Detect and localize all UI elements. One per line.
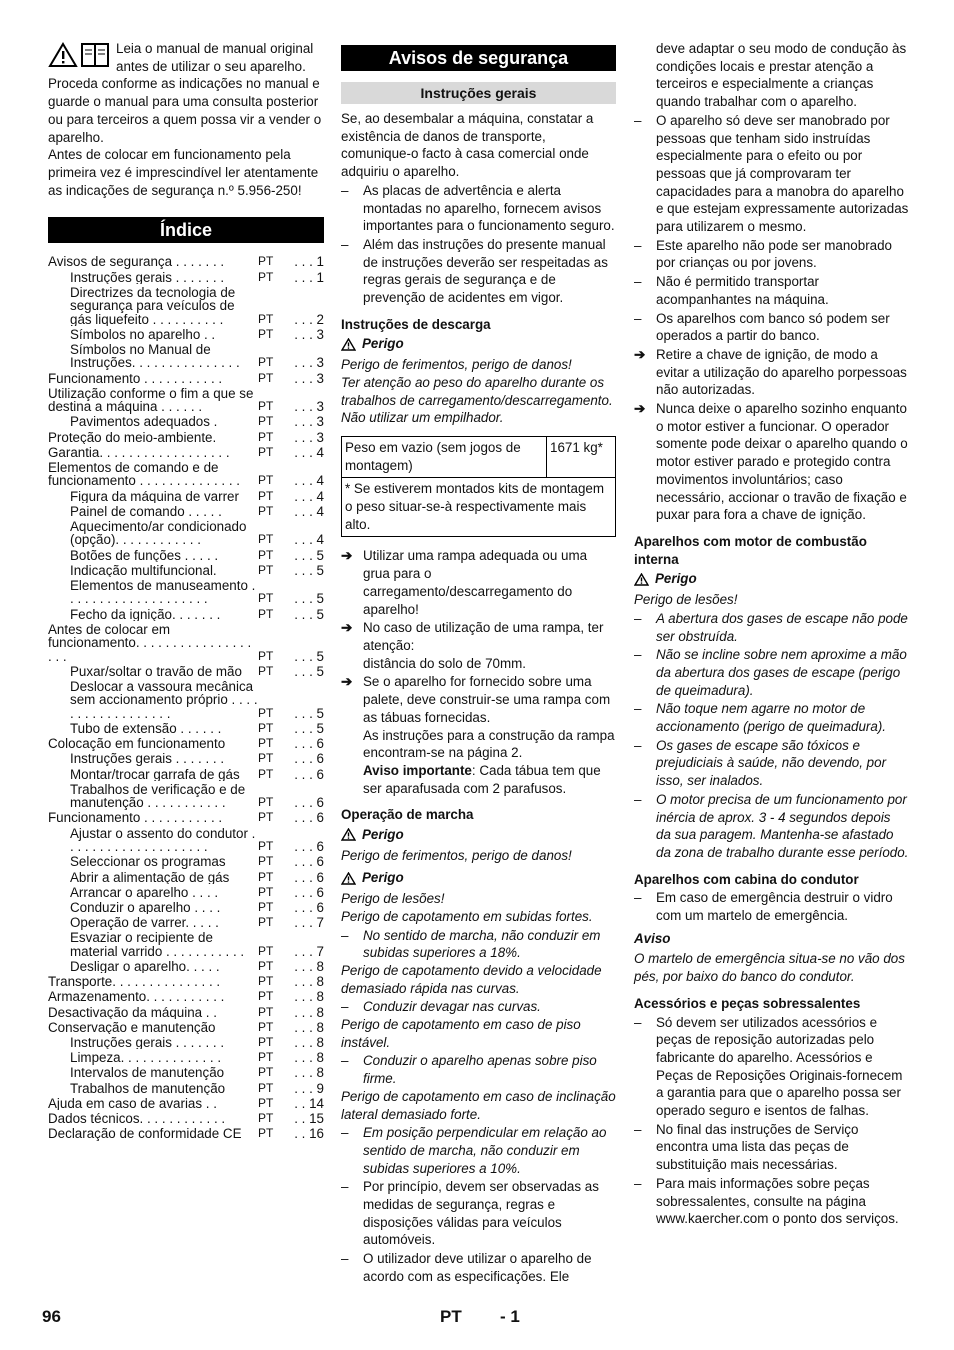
danger-text: Perigo de ferimentos, perigo de danos! (341, 847, 572, 863)
toc-entry[interactable] (48, 975, 324, 988)
toc-entry-title: Ajuda em caso de avarias . . (48, 1096, 217, 1111)
toc-entry-title: Colocação em funcionamento (48, 737, 226, 751)
toc-entry-lang: PT (258, 370, 274, 385)
toc-entry-lang: PT (258, 473, 274, 488)
list-item: – No final das instruções de Serviço encontra uma lista das peças de substituição mais necessárias. (634, 1121, 909, 1174)
toc-entry-lang: PT (258, 591, 274, 606)
weight-table (341, 436, 616, 538)
toc-entry-lang: PT (258, 736, 274, 751)
toc-entry-lang: PT (258, 1065, 274, 1080)
toc-entry-title: Avisos de segurança . . . . . . . (48, 255, 225, 269)
toc-entry-page: . . . 4 (294, 503, 324, 519)
toc-entry[interactable] (48, 271, 324, 284)
toc-entry-title: Garantia. . . . . . . . . . . . . . . . . . (48, 445, 230, 460)
toc-entry[interactable] (48, 1127, 324, 1140)
toc-entry-page: . . . 5 (294, 606, 324, 622)
warning-icon (634, 573, 649, 586)
toc-entry-title: Esvaziar o recipiente de material varrido . . . . . . . . . . . (70, 931, 245, 959)
toc-entry[interactable] (48, 901, 324, 914)
list-item: – Não é permitido transportar acompanhantes na máquina. (634, 273, 909, 308)
language-code: PT (440, 1307, 462, 1326)
toc-entry-title: Ajustar o assento do condutor . . . . . . . . . . . . . . . . . . . . (70, 826, 256, 854)
toc-entry-lang: PT (258, 254, 274, 269)
toc-entry-lang: PT (258, 311, 274, 326)
toc-entry-title: Figura da máquina de varrer (70, 489, 239, 503)
toc-entry[interactable] (48, 549, 324, 562)
toc-entry[interactable] (48, 1066, 324, 1079)
toc-entry[interactable] (48, 990, 324, 1003)
toc-entry-page: . . . 8 (294, 1065, 324, 1081)
toc-entry-lang: PT (258, 1050, 274, 1065)
toc-entry[interactable] (48, 960, 324, 973)
toc-entry-title: Armazenamento. . . . . . . . . . . (48, 990, 225, 1004)
toc-entry-page: . . . 4 (294, 444, 324, 460)
toc-entry-title: Tubo de extensão . . . . . . (70, 722, 222, 736)
toc-entry-lang: PT (258, 899, 274, 914)
toc-entry[interactable] (48, 328, 324, 341)
list-item: – A abertura dos gases de escape não pode ser obstruída. (634, 610, 909, 645)
danger-text: Perigo de capotamento em caso de piso instável. (341, 1017, 581, 1050)
toc-entry[interactable] (48, 1097, 324, 1110)
toc-entry-page: . . . 6 (294, 884, 324, 900)
toc-entry-page: . . . 6 (294, 751, 324, 767)
toc-entry-lang: PT (258, 355, 274, 370)
toc-entry-title: Elementos de comando e de funcionamento . . . . . . . . . . . . . . (48, 460, 241, 488)
toc-entry[interactable] (48, 931, 324, 958)
toc-entry-lang: PT (258, 989, 274, 1004)
toc-entry[interactable] (48, 579, 324, 606)
toc-entry-lang: PT (258, 839, 274, 854)
page-sub-number: - 1 (500, 1307, 520, 1326)
arrow-right-icon: ➔ (341, 620, 353, 636)
toc-entry-lang: PT (258, 663, 274, 678)
notice-label: Aviso (634, 930, 671, 946)
toc-entry-title: Operação de varrer. . . . . (70, 916, 219, 930)
toc-entry-title: Funcionamento . . . . . . . . . . . (48, 811, 223, 825)
toc-entry-lang: PT (258, 547, 274, 562)
instruction-step: ➔ Utilizar uma rampa adequada ou uma grua para o carregamento/descarregamento do aparelho! (341, 548, 588, 617)
toc-entry[interactable] (48, 768, 324, 781)
toc-entry-title: Limpeza. . . . . . . . . . . . . . (70, 1051, 222, 1065)
toc-entry-lang: PT (258, 810, 274, 825)
toc-entry-page: . . . 3 (294, 399, 324, 415)
list-item: – Em caso de emergência destruir o vidro com um martelo de emergência. (634, 889, 909, 924)
toc-entry-title: Puxar/soltar o travão de mão (70, 664, 242, 679)
toc-entry[interactable] (48, 505, 324, 518)
weight-value: 1671 kg* (547, 436, 616, 477)
arrow-right-icon: ➔ (341, 674, 353, 690)
danger-text: Perigo de lesões! (341, 891, 445, 907)
toc-entry-lang: PT (258, 399, 274, 414)
toc-entry-lang: PT (258, 795, 274, 810)
toc-entry-lang: PT (258, 958, 274, 973)
toc-entry-title: Declaração de conformidade CE (48, 1127, 242, 1141)
toc-entry-lang: PT (258, 444, 274, 459)
list-item: – Os aparelhos com banco só podem ser operados a partir do banco. (634, 310, 909, 345)
intro-paragraph-1: Leia o manual de manual original antes de utilizar o seu aparelho. Proceda conforme as indicações no manual e guarde o manual para uma consulta posterior ou para terceiros a quem possa vir a vender o aparelho. (48, 41, 322, 145)
toc-entry-lang: PT (258, 562, 274, 577)
toc-entry-title: Trabalhos de verificação e de manutenção . . . . . . . . . . . (70, 782, 246, 810)
toc-entry-title: Símbolos no Manual de Instruções. . . . . . . . . . . . . . . (70, 342, 240, 370)
toc-entry[interactable] (48, 1021, 324, 1034)
toc-entry-lang: PT (258, 854, 274, 869)
toc-entry-page: . . . 6 (294, 839, 324, 855)
toc-entry-lang: PT (258, 414, 274, 429)
list-item: – Conduzir devagar nas curvas. (341, 998, 616, 1016)
danger-label: Perigo (341, 869, 616, 887)
toc-entry[interactable] (48, 387, 324, 414)
toc-entry[interactable] (48, 1036, 324, 1049)
toc-entry[interactable] (48, 372, 324, 385)
toc-entry[interactable] (48, 446, 324, 459)
toc-entry-title: Fecho da ignição. . . . . . . (70, 607, 221, 622)
toc-entry[interactable] (48, 722, 324, 735)
notice-text: O martelo de emergência situa-se no vão dos pés, por baixo do banco do condutor. (634, 951, 905, 985)
danger-text: Ter atenção ao peso do aparelho durante os trabalhos de carregamento/descarregamento. (341, 374, 613, 408)
toc-entry-title: Instruções gerais . . . . . . . (70, 1035, 225, 1050)
toc-entry-page: . . . 9 (294, 1080, 324, 1096)
toc-entry[interactable] (48, 343, 324, 370)
list-item: – No sentido de marcha, não conduzir em subidas superiores a 18%. (341, 927, 616, 962)
toc-entry-page: . . . 1 (294, 269, 324, 285)
toc-entry-page: . . . 5 (294, 663, 324, 679)
toc-entry-title: Desligar o aparelho. . . . . (70, 959, 220, 974)
toc-entry-page: . . . 6 (294, 766, 324, 782)
danger-text: Não utilizar um empilhador. (341, 410, 504, 426)
toc-entry-title: Seleccionar os programas (70, 855, 226, 869)
toc-entry[interactable] (48, 811, 324, 824)
toc-entry-lang: PT (258, 326, 274, 341)
danger-text: Perigo de capotamento em subidas fortes. (341, 908, 593, 924)
list-item: – Não se incline sobre nem aproxime a mão da abertura dos gases de escape (perigo de queimadura). (634, 646, 909, 699)
toc-entry-page: . . . 4 (294, 473, 324, 489)
list-item: – Por princípio, devem ser observadas as medidas de segurança, regras e disposições válidas para veículos automóveis. (341, 1178, 616, 1249)
toc-entry[interactable] (48, 564, 324, 577)
toc-entry-title: Arrancar o aparelho . . . . (70, 885, 219, 900)
heading-driving: Operação de marcha (341, 807, 474, 823)
arrow-right-icon: ➔ (634, 346, 646, 362)
toc-entry-title: Símbolos no aparelho . . (70, 327, 216, 342)
toc-entry-page: . . . 6 (294, 854, 324, 870)
toc-entry-lang: PT (258, 1110, 274, 1125)
toc-entry-lang: PT (258, 1004, 274, 1019)
list-item: – O utilizador deve utilizar o aparelho de acordo com as especificações. Ele (341, 1250, 616, 1285)
toc-entry-title: Montar/trocar garrafa de gás (70, 767, 240, 782)
toc-entry-title: Painel de comando . . . . . (70, 504, 222, 519)
page-number: 96 (42, 1307, 61, 1326)
list-item: – O aparelho só deve ser manobrado por pessoas que tenham sido instruídas especialmente para o efeito ou por pessoas que já comprovaram ter capacidades para a manobra do aparelho e que estejam expressamente autorizadas para utilizarem o mesmo. (634, 112, 909, 236)
toc-entry-page: . . 15 (294, 1110, 324, 1126)
toc-entry[interactable] (48, 752, 324, 765)
toc-entry[interactable] (48, 286, 324, 326)
danger-text: Perigo de lesões! (634, 592, 738, 608)
toc-entry-title: Deslocar a vassoura mecânica sem accionamento próprio . . . . . . . . . . . . . . . . . . (70, 680, 258, 721)
toc-entry-title: Directrizes da tecnologia de segurança para veículos de gás liquefeito . . . . . . . . . . (70, 285, 236, 326)
toc-entry[interactable] (48, 623, 324, 663)
toc-entry-page: . . . 8 (294, 1019, 324, 1035)
list-item: – As placas de advertência e alerta montadas no aparelho, fornecem avisos importantes para o funcionamento seguro. (341, 182, 616, 235)
toc-entry-title: Transporte. . . . . . . . . . . . . . . (48, 975, 221, 989)
toc-entry-page: . . . 5 (294, 562, 324, 578)
toc-entry-lang: PT (258, 974, 274, 989)
toc-entry-page: . . . 5 (294, 648, 324, 664)
toc-entry-lang: PT (258, 488, 274, 503)
toc-entry[interactable] (48, 916, 324, 929)
toc-entry[interactable] (48, 665, 324, 678)
toc-entry-lang: PT (258, 943, 274, 958)
danger-text: Perigo de capotamento em caso de inclinação lateral demasiado forte. (341, 1088, 616, 1122)
toc-entry-page: . . . 7 (294, 915, 324, 931)
toc-entry-page: . . . 6 (294, 810, 324, 826)
toc-entry-page: . . . 8 (294, 974, 324, 990)
toc-entry[interactable] (48, 255, 324, 268)
toc-entry-page: . . . 3 (294, 355, 324, 371)
toc-entry-page: . . . 4 (294, 488, 324, 504)
toc-entry[interactable] (48, 783, 324, 810)
toc-entry-page: . . . 5 (294, 547, 324, 563)
toc-entry-title: Conservação e manutenção (48, 1020, 216, 1035)
toc-entry-page: . . . 5 (294, 591, 324, 607)
manual-book-icon (80, 42, 110, 68)
toc-heading: Índice (48, 217, 324, 243)
toc-entry-lang: PT (258, 1095, 274, 1110)
toc-entry-lang: PT (258, 648, 274, 663)
toc-entry-title: Antes de colocar em funcionamento. . . . . . . . . . . . . . . . . . . (48, 622, 252, 664)
toc-entry-lang: PT (258, 532, 274, 547)
toc-entry-page: . . . 1 (294, 254, 324, 270)
toc-entry-lang: PT (258, 884, 274, 899)
toc-entry-title: Trabalhos de manutenção (70, 1081, 226, 1095)
toc-entry[interactable] (48, 1006, 324, 1019)
toc-entry-title: Instruções gerais . . . . . . . (70, 752, 225, 766)
toc-entry-title: Abrir a alimentação de gás (70, 870, 230, 884)
toc-entry[interactable] (48, 490, 324, 503)
column-1 (48, 40, 324, 1142)
toc-entry[interactable] (48, 1112, 324, 1125)
toc-entry[interactable] (48, 827, 324, 854)
heading-accessories: Acessórios e peças sobressalentes (634, 995, 861, 1011)
danger-label: Perigo (341, 826, 616, 844)
toc-entry-title: Desactivação da máquina . . (48, 1005, 217, 1019)
toc-entry-page: . . . 2 (294, 311, 324, 327)
table-of-contents (48, 255, 324, 1140)
toc-entry-lang: PT (258, 721, 274, 736)
toc-entry-page: . . . 3 (294, 370, 324, 386)
intro-paragraph-2: Antes de colocar em funcionamento pela primeira vez é imprescindível ler atentamente as indicações de segurança n.º 5.956-250! (48, 147, 319, 198)
toc-entry-page: . . . 6 (294, 736, 324, 752)
toc-entry-title: Elementos de manuseamento . . . . . . . . . . . . . . . . . . . . (70, 579, 256, 606)
list-item: – O motor precisa de um funcionamento por inércia de aprox. 3 - 4 segundos depois da sua paragem. Mantenha-se afastado da zona de trabalho durante esse período. (634, 791, 909, 862)
toc-entry[interactable] (48, 1082, 324, 1095)
toc-entry-lang: PT (258, 705, 274, 720)
toc-entry-page: . . . 8 (294, 1034, 324, 1050)
toc-entry-page: . . . 6 (294, 869, 324, 885)
toc-entry-page: . . . 3 (294, 429, 324, 445)
toc-entry-page: . . . 6 (294, 795, 324, 811)
toc-entry[interactable] (48, 886, 324, 899)
toc-entry-page: . . . 5 (294, 705, 324, 721)
toc-entry-title: Funcionamento . . . . . . . . . . . (48, 371, 223, 385)
toc-entry-lang: PT (258, 869, 274, 884)
toc-entry-page: . . . 8 (294, 989, 324, 1005)
list-item: – Além das instruções do presente manual de instruções deverão ser respeitadas as regras gerais de segurança e de prevenção de acidentes em vigor. (341, 236, 616, 307)
toc-entry-title: Dados técnicos. . . . . . . . . . . . (48, 1111, 226, 1126)
toc-entry-lang: PT (258, 915, 274, 930)
intro-icons (48, 42, 110, 68)
weight-label: Peso em vazio (sem jogos de montagem) (342, 436, 547, 477)
column-2 (341, 40, 616, 1286)
toc-entry-title: Botões de funções . . . . . (70, 548, 219, 563)
list-item: – Só devem ser utilizados acessórios e peças de reposição autorizadas pelo fabricante do aparelho. Acessórios e Peças de Reposições Originais-fornecem a garantia para que o aparelho possa ser operado seguro e isentos de falhas. (634, 1014, 909, 1120)
toc-entry-lang: PT (258, 503, 274, 518)
toc-entry-page: . . . 3 (294, 414, 324, 430)
section-heading-safety: Avisos de segurança (341, 45, 616, 71)
toc-entry-title: Aquecimento/ar condicionado (opção). . . . . . . . . . . . (70, 520, 247, 547)
toc-entry[interactable] (48, 520, 324, 547)
warning-icon (341, 872, 356, 885)
toc-entry-page: . . . 8 (294, 958, 324, 974)
warning-icon (48, 42, 78, 68)
danger-label: Perigo (634, 570, 909, 588)
toc-entry-lang: PT (258, 1034, 274, 1049)
toc-entry-page: . . . 7 (294, 943, 324, 959)
list-item: – Os gases de escape são tóxicos e prejudiciais à saúde, não devendo, por isso, ser inalados. (634, 737, 909, 790)
list-item: – Em posição perpendicular em relação ao sentido de marcha, não conduzir em subidas superiores a 10%. (341, 1124, 616, 1177)
heading-combustion-engine: Aparelhos com motor de combustão interna (634, 533, 867, 567)
toc-entry[interactable] (48, 1051, 324, 1064)
list-item: – Este aparelho não pode ser manobrado por crianças ou por jovens. (634, 237, 909, 272)
instruction-step: ➔ Nunca deixe o aparelho sozinho enquanto o motor estiver a funcionar. O operador somente pode deixar o aparelho quando o motor estiver parado e protegido contra movimentos involuntários; caso necessário, accionar o travão de fixação e puxar para fora a chave de ignição. (634, 401, 908, 523)
toc-entry-page: . . . 8 (294, 1050, 324, 1066)
danger-text: Perigo de ferimentos, perigo de danos! (341, 357, 572, 373)
list-item: – Conduzir o aparelho apenas sobre piso firme. (341, 1052, 616, 1087)
intro (48, 40, 324, 199)
column-3 (634, 40, 909, 1228)
toc-entry-title: Intervalos de manutenção (70, 1066, 225, 1080)
toc-entry[interactable] (48, 855, 324, 868)
arrow-right-icon: ➔ (341, 548, 353, 564)
warning-icon (341, 338, 356, 351)
toc-entry-lang: PT (258, 429, 274, 444)
toc-entry-page: . . . 5 (294, 721, 324, 737)
weight-note: * Se estiverem montados kits de montagem o peso situar-se-à respectivamente mais alto. (342, 478, 616, 537)
continued-text: deve adaptar o seu modo de condução às condições locais e prestar atenção a terceiros e especialmente a crianças quando trabalhar com o aparelho. (656, 41, 907, 110)
toc-entry[interactable] (48, 871, 324, 884)
instruction-step: ➔ Retire a chave de ignição, de modo a evitar a utilização do aparelho porpessoas não autorizadas. (634, 346, 907, 398)
toc-entry-page: . . 16 (294, 1126, 324, 1142)
toc-entry-lang: PT (258, 606, 274, 621)
toc-entry-lang: PT (258, 1126, 274, 1141)
toc-entry-title: Conduzir o aparelho . . . . (70, 900, 221, 915)
danger-label: Perigo (341, 335, 616, 353)
toc-entry[interactable] (48, 737, 324, 750)
toc-entry-title: Utilização conforme o fim a que se destina a máquina . . . . . . (48, 386, 254, 414)
toc-entry[interactable] (48, 461, 324, 488)
toc-entry[interactable] (48, 680, 324, 720)
list-item: – Não toque nem agarre no motor de accionamento (perigo de queimadura). (634, 700, 909, 735)
toc-entry-lang: PT (258, 1019, 274, 1034)
toc-entry-page: . . . 6 (294, 899, 324, 915)
arrow-right-icon: ➔ (634, 401, 646, 417)
toc-entry-title: Pavimentos adequados . (70, 415, 218, 429)
warning-icon (341, 828, 356, 841)
toc-entry[interactable] (48, 415, 324, 428)
toc-entry[interactable] (48, 431, 324, 444)
toc-entry-title: Instruções gerais . . . . . . . (70, 270, 225, 284)
danger-text: Perigo de capotamento devido a velocidade demasiado rápida nas curvas. (341, 962, 602, 996)
instruction-step: ➔ No caso de utilização de uma rampa, ter atenção: distância do solo de 70mm. (341, 620, 604, 671)
unpack-paragraph: Se, ao desembalar a máquina, constatar a existência de danos de transporte, comunique-o facto à casa comercial onde adquiriu o aparelho. (341, 111, 594, 180)
subheading-general-instructions: Instruções gerais (341, 82, 616, 104)
toc-entry-lang: PT (258, 1080, 274, 1095)
toc-entry-page: . . 14 (294, 1095, 324, 1111)
toc-entry-page: . . . 4 (294, 532, 324, 548)
list-item: – Para mais informações sobre peças sobressalentes, consulte na página www.kaercher.com o ponto dos serviços. (634, 1175, 909, 1228)
toc-entry-title: Proteção do meio-ambiente. (48, 430, 217, 444)
heading-driver-cab: Aparelhos com cabina do condutor (634, 871, 859, 887)
toc-entry-lang: PT (258, 269, 274, 284)
toc-entry-lang: PT (258, 766, 274, 781)
instruction-step: ➔ Se o aparelho for fornecido sobre uma palete, deve construir-se uma rampa com as tábuas fornecidas. As instruções para a construção da rampa encontram-se na página 2. Aviso importante: Cada tábua tem que ser aparafusada com 2 parafusos. (341, 674, 615, 796)
toc-entry-title: Indicação multifuncional. (70, 563, 217, 578)
toc-entry-page: . . . 8 (294, 1004, 324, 1020)
toc-entry-page: . . . 3 (294, 326, 324, 342)
toc-entry-lang: PT (258, 751, 274, 766)
heading-unloading: Instruções de descarga (341, 316, 491, 332)
toc-entry[interactable] (48, 608, 324, 621)
